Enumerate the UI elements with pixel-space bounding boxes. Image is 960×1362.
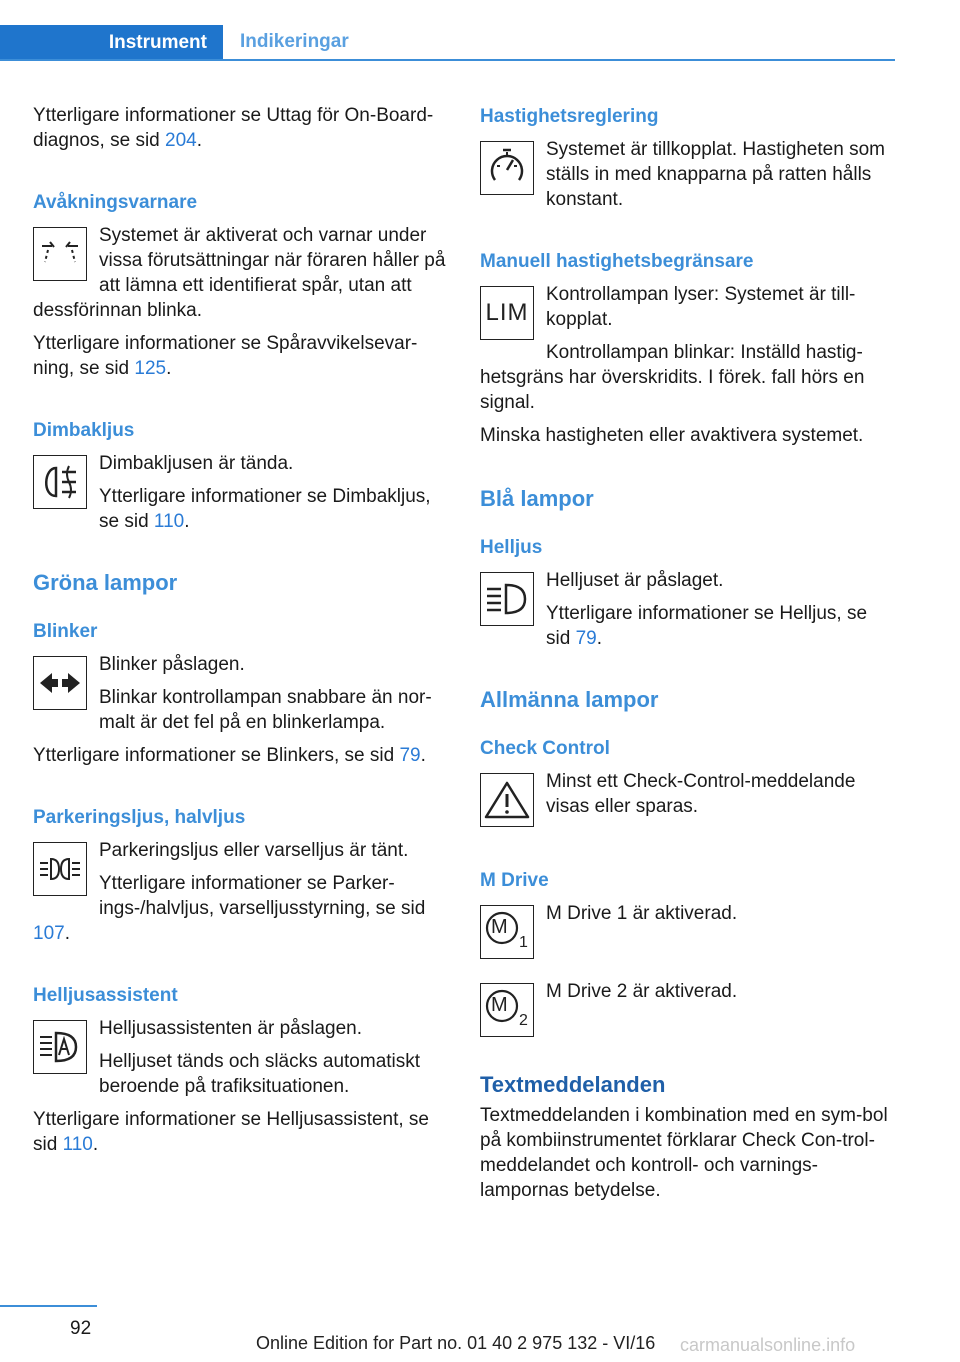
textmeddelanden-text: Textmeddelanden i kombination med en sym-bol på kombiinstrumentet förklarar Check Con-trol-meddelandet och kontroll- och varnings-lampornas betydelse.	[480, 1105, 888, 1201]
turn-signal-icon	[33, 656, 87, 710]
m-drive-2-number: 2	[519, 1012, 528, 1029]
manuell-text: Kontrollampan lyser: Systemet är till-kopplat.	[546, 284, 856, 330]
avakning-text: Systemet är aktiverat och varnar under vissa förutsättningar när föraren håller på att lämna ett identifierat spår, utan att dessförinnan blinka.	[33, 225, 446, 321]
lane-departure-icon	[33, 227, 87, 281]
parkering-more: Ytterligare informationer se Parker-ings-/halvljus, varselljusstyrning, se sid 107.	[33, 873, 426, 944]
right-column	[480, 104, 895, 1203]
hastighet-text: Systemet är tillkopplat. Hastigheten som ställs in med knapparna på ratten hålls konstant.	[546, 139, 885, 210]
section-blinker: Blinker	[33, 621, 98, 642]
m-drive-1-icon	[480, 905, 534, 959]
header-divider	[0, 59, 895, 61]
section-helljusassistent: Helljusassistent	[33, 985, 178, 1006]
header-bar	[0, 25, 895, 61]
entry-hastighetsreglering	[480, 137, 895, 212]
entry-m-drive-2	[480, 979, 895, 1041]
dimbakljus-more: Ytterligare informationer se Dimbakljus, se sid 110.	[99, 486, 431, 532]
lim-label: LIM	[485, 299, 529, 326]
blinker-more: Ytterligare informationer se Blinkers, se sid 79.	[33, 745, 426, 766]
m-drive-2-letter: M	[491, 994, 508, 1016]
entry-manuell	[480, 282, 895, 415]
page-link-79b[interactable]: 79	[575, 628, 597, 649]
entry-helljus	[480, 568, 895, 651]
helljusassistent-more: Ytterligare informationer se Helljusassistent, se sid 110.	[33, 1109, 430, 1155]
check-control-text: Minst ett Check-Control-meddelande visas eller sparas.	[546, 771, 856, 817]
warning-triangle-icon	[480, 773, 534, 827]
page-link-79[interactable]: 79	[399, 745, 421, 766]
blinker-fault-text: Blinkar kontrollampan snabbare än nor-malt är det fel på en blinkerlampa.	[99, 687, 432, 733]
helljusassistent-text: Helljusassistenten är påslagen.	[99, 1018, 362, 1039]
m-drive-2-icon	[480, 983, 534, 1037]
helljus-more: Ytterligare informationer se Helljus, se sid 79.	[546, 603, 868, 649]
cruise-control-icon	[480, 141, 534, 195]
heading-grona-lampor: Gröna lampor	[33, 570, 178, 595]
section-helljus: Helljus	[480, 537, 543, 558]
entry-check-control	[480, 769, 895, 831]
section-manuell-hastighetsbegransare: Manuell hastighetsbegränsare	[480, 251, 754, 272]
entry-parkeringsljus	[33, 838, 448, 946]
m-drive-2-text: M Drive 2 är aktiverad.	[546, 981, 738, 1002]
entry-avakningsvarnare	[33, 223, 448, 323]
entry-m-drive-1	[480, 901, 895, 963]
page-link-125[interactable]: 125	[134, 358, 167, 379]
helljus-text: Helljuset är påslaget.	[546, 570, 724, 591]
manuell-blink-text: Kontrollampan blinkar: Inställd hastig-hetsgräns har överskridits. I förek. fall hörs en signal.	[480, 342, 865, 413]
section-check-control: Check Control	[480, 738, 610, 759]
dimbakljus-text: Dimbakljusen är tända.	[99, 453, 294, 474]
entry-blinker	[33, 652, 448, 735]
section-hastighetsreglering: Hastighetsreglering	[480, 106, 659, 127]
manuell-advice: Minska hastigheten eller avaktivera systemet.	[480, 425, 864, 446]
helljusassistent-auto-text: Helljuset tänds och släcks automatiskt beroende på trafiksituationen.	[99, 1051, 421, 1097]
blinker-text: Blinker påslagen.	[99, 654, 245, 675]
watermark: carmanualsonline.info	[680, 1335, 856, 1355]
obd-intro: Ytterligare informationer se Uttag för On-Board-diagnos, se sid 204.	[33, 105, 434, 151]
footer-accent-line	[0, 1305, 97, 1307]
section-parkeringsljus: Parkeringsljus, halvljus	[33, 807, 246, 828]
heading-bla-lampor: Blå lampor	[480, 486, 594, 511]
page-number: 92	[70, 1318, 92, 1339]
section-m-drive: M Drive	[480, 870, 549, 891]
rear-fog-light-icon	[33, 455, 87, 509]
section-dimbakljus: Dimbakljus	[33, 420, 135, 441]
parkering-text: Parkeringsljus eller varselljus är tänt.	[99, 840, 409, 861]
m-drive-1-text: M Drive 1 är aktiverad.	[546, 903, 738, 924]
tab-instrument[interactable]: Instrument	[0, 25, 223, 61]
m-drive-1-letter: M	[491, 916, 508, 938]
section-avakningsvarnare: Avåkningsvarnare	[33, 192, 198, 213]
speed-limiter-icon	[480, 286, 534, 340]
edition-text: Online Edition for Part no. 01 40 2 975 132 - VI/16	[256, 1333, 656, 1353]
heading-allmanna-lampor: Allmänna lampor	[480, 687, 659, 712]
left-column	[33, 100, 448, 1157]
page-link-107[interactable]: 107	[33, 923, 65, 944]
avakning-more: Ytterligare informationer se Spåravvikelsevar-ning, se sid 125.	[33, 333, 418, 379]
tab-indikeringar[interactable]: Indikeringar	[240, 31, 349, 52]
entry-helljusassistent	[33, 1016, 448, 1099]
entry-dimbakljus	[33, 451, 448, 534]
m-drive-1-number: 1	[519, 934, 528, 951]
page-link-110b[interactable]: 110	[62, 1134, 93, 1155]
page-link-204[interactable]: 204	[165, 130, 197, 151]
parking-light-icon	[33, 842, 87, 896]
page-link-110[interactable]: 110	[153, 511, 185, 532]
high-beam-assistant-icon	[33, 1020, 87, 1074]
heading-textmeddelanden: Textmeddelanden	[480, 1072, 666, 1097]
high-beam-icon	[480, 572, 534, 626]
